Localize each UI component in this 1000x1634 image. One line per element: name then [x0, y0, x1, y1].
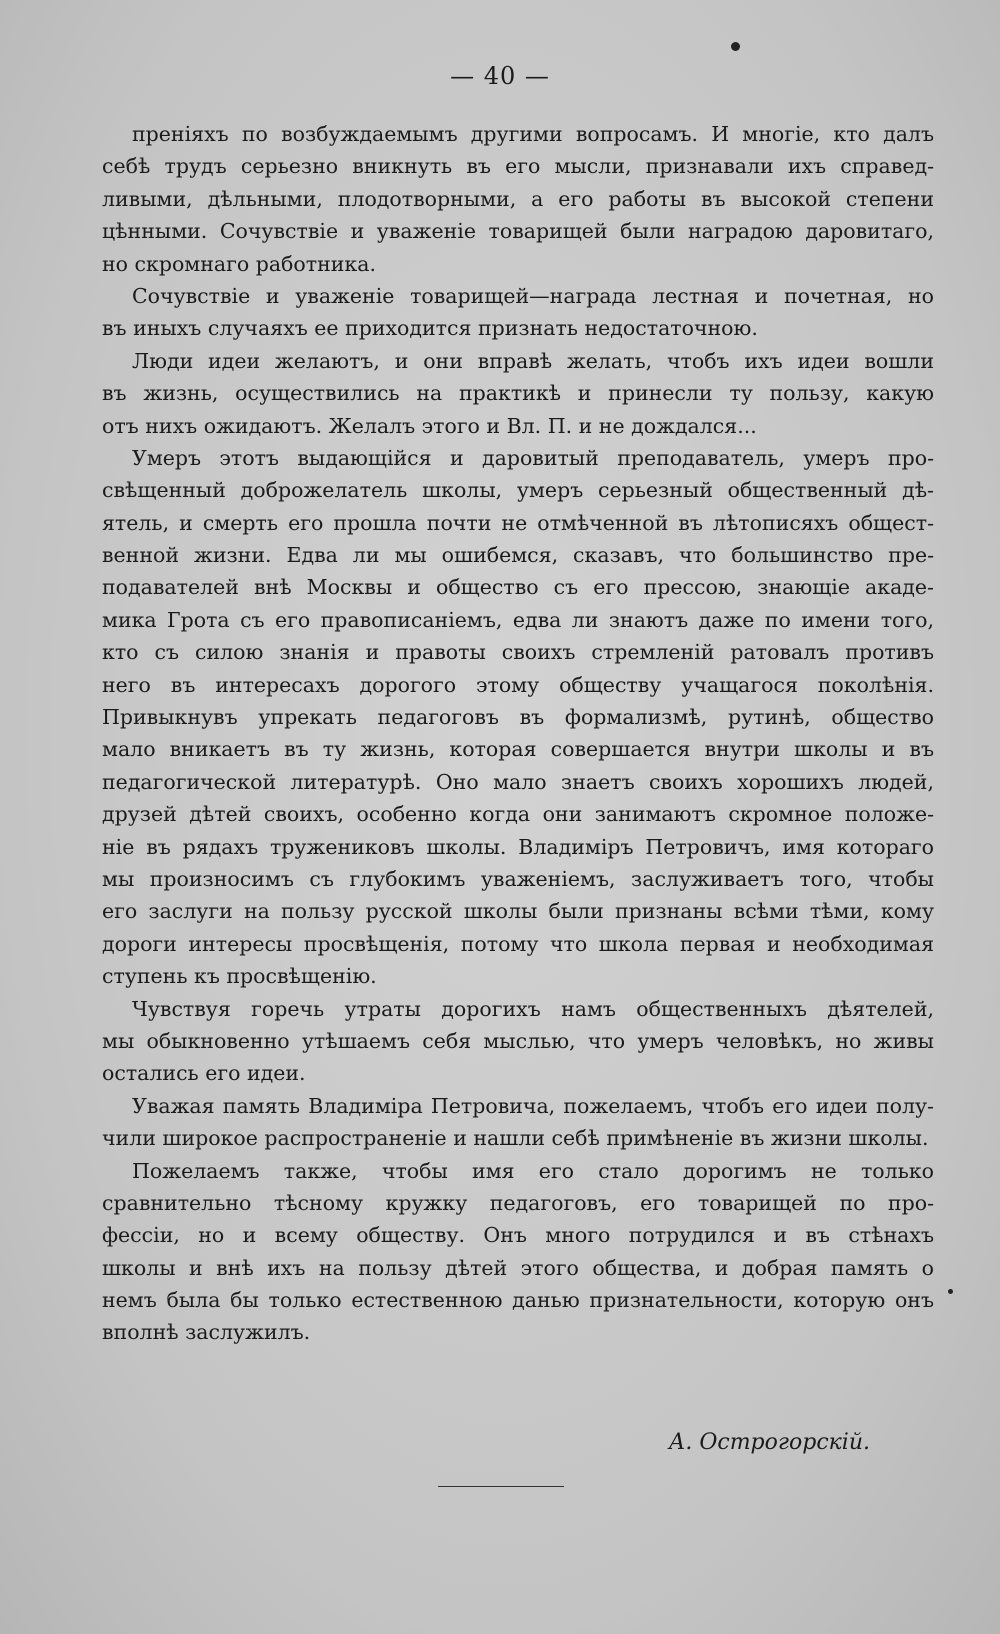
- text-line: мика Грота съ его правописаніемъ, едва ли знаютъ даже по имени того,: [102, 607, 934, 632]
- ink-speck: [948, 1289, 953, 1294]
- text-line: Уважая память Владиміра Петровича, пожелаемъ, чтобъ его идеи полу-: [132, 1093, 934, 1118]
- text-line: мы обыкновенно утѣшаемъ себя мыслью, что умеръ человѣкъ, но живы: [102, 1028, 934, 1053]
- text-line: подавателей внѣ Москвы и общество съ его прессою, знающіе акаде-: [102, 575, 934, 600]
- text-line: ливыми, дѣльными, плодотворными, а его работы въ высокой степени: [102, 186, 934, 211]
- text-line: преніяхъ по возбуждаемымъ другими вопросамъ. И многіе, кто далъ: [132, 122, 934, 146]
- end-rule: [438, 1486, 564, 1487]
- text-line: цѣнными. Сочувствіе и уваженіе товарищей были наградою даровитаго,: [102, 219, 934, 244]
- text-line: мало вникаетъ въ ту жизнь, которая совершается внутри школы и въ: [102, 737, 934, 762]
- text-line: ступень къ просвѣщенію.: [102, 964, 377, 989]
- text-line: Люди идеи желаютъ, и они вправѣ желать, чтобъ ихъ идеи вошли: [132, 348, 934, 373]
- paragraph: [102, 280, 934, 345]
- text-line: педагогической литературѣ. Оно мало знаетъ своихъ хорошихъ людей,: [102, 769, 934, 794]
- text-line: Пожелаемъ также, чтобы имя его стало дорогимъ не только: [132, 1158, 934, 1183]
- text-line: кто съ силою знанія и правоты своихъ стремленій ратовалъ противъ: [102, 640, 934, 665]
- text-line: въ иныхъ случаяхъ ее приходится признать недостаточною.: [102, 316, 758, 341]
- text-line: вполнѣ заслужилъ.: [102, 1320, 311, 1345]
- text-line: его заслуги на пользу русской школы были признаны всѣми тѣми, кому: [102, 899, 934, 924]
- text-line: отъ нихъ ожидаютъ. Желалъ этого и Вл. П. и не дождался...: [102, 413, 757, 438]
- text-line: Чувствуя горечь утраты дорогихъ намъ общественныхъ дѣятелей,: [132, 996, 934, 1021]
- text-line: чили широкое распространеніе и нашли себѣ примѣненіе въ жизни школы.: [102, 1126, 929, 1151]
- text-line: остались его идеи.: [102, 1061, 306, 1086]
- paragraph: [102, 442, 934, 993]
- text-line: мы произносимъ съ глубокимъ уваженіемъ, заслуживаетъ того, чтобы: [102, 866, 934, 891]
- paragraph: [102, 345, 934, 442]
- text-line: дороги интересы просвѣщенія, потому что школа первая и необходимая: [102, 931, 934, 956]
- paragraph: [102, 118, 934, 280]
- text-line: Привыкнувъ упрекать педагоговъ въ формализмѣ, рутинѣ, общество: [102, 705, 934, 730]
- text-line: ятель, и смерть его прошла почти не отмѣченной въ лѣтописяхъ общест-: [102, 510, 934, 535]
- text-line: немъ была бы только естественною данью признательности, которую онъ: [102, 1288, 934, 1313]
- text-line: но скромнаго работника.: [102, 251, 376, 276]
- text-line: друзей дѣтей своихъ, особенно когда они занимаютъ скромное положе-: [102, 802, 934, 827]
- page-number: — 40 —: [450, 62, 550, 90]
- text-line: Умеръ этотъ выдающійся и даровитый преподаватель, умеръ про-: [132, 445, 934, 470]
- paragraph: [102, 993, 934, 1090]
- body-text: [102, 118, 934, 1349]
- text-line: въ жизнь, осуществились на практикѣ и принесли ту пользу, какую: [102, 381, 934, 406]
- paragraph: [102, 1155, 934, 1349]
- text-line: школы и внѣ ихъ на пользу дѣтей этого общества, и добрая память о: [102, 1255, 934, 1280]
- text-line: фессіи, но и всему обществу. Онъ много потрудился и въ стѣнахъ: [102, 1223, 934, 1248]
- text-line: него въ интересахъ дорогого этому обществу учащагося поколѣнія.: [102, 672, 934, 697]
- text-line: венной жизни. Едва ли мы ошибемся, сказавъ, что большинство пре-: [102, 543, 934, 568]
- text-line: свѣщенный доброжелатель школы, умеръ серьезный общественный дѣ-: [102, 478, 934, 503]
- text-line: себѣ трудъ серьезно вникнуть въ его мысли, признавали ихъ справед-: [102, 154, 934, 179]
- text-line: сравнительно тѣсному кружку педагоговъ, его товарищей по про-: [102, 1190, 934, 1215]
- paragraph: [102, 1090, 934, 1155]
- author-signature: А. Острогорскій.: [668, 1430, 870, 1455]
- ink-speck: [731, 42, 740, 51]
- text-line: Сочувствіе и уваженіе товарищей—награда лестная и почетная, но: [132, 283, 934, 308]
- text-line: ніе въ рядахъ тружениковъ школы. Владиміръ Петровичъ, имя котораго: [102, 834, 934, 859]
